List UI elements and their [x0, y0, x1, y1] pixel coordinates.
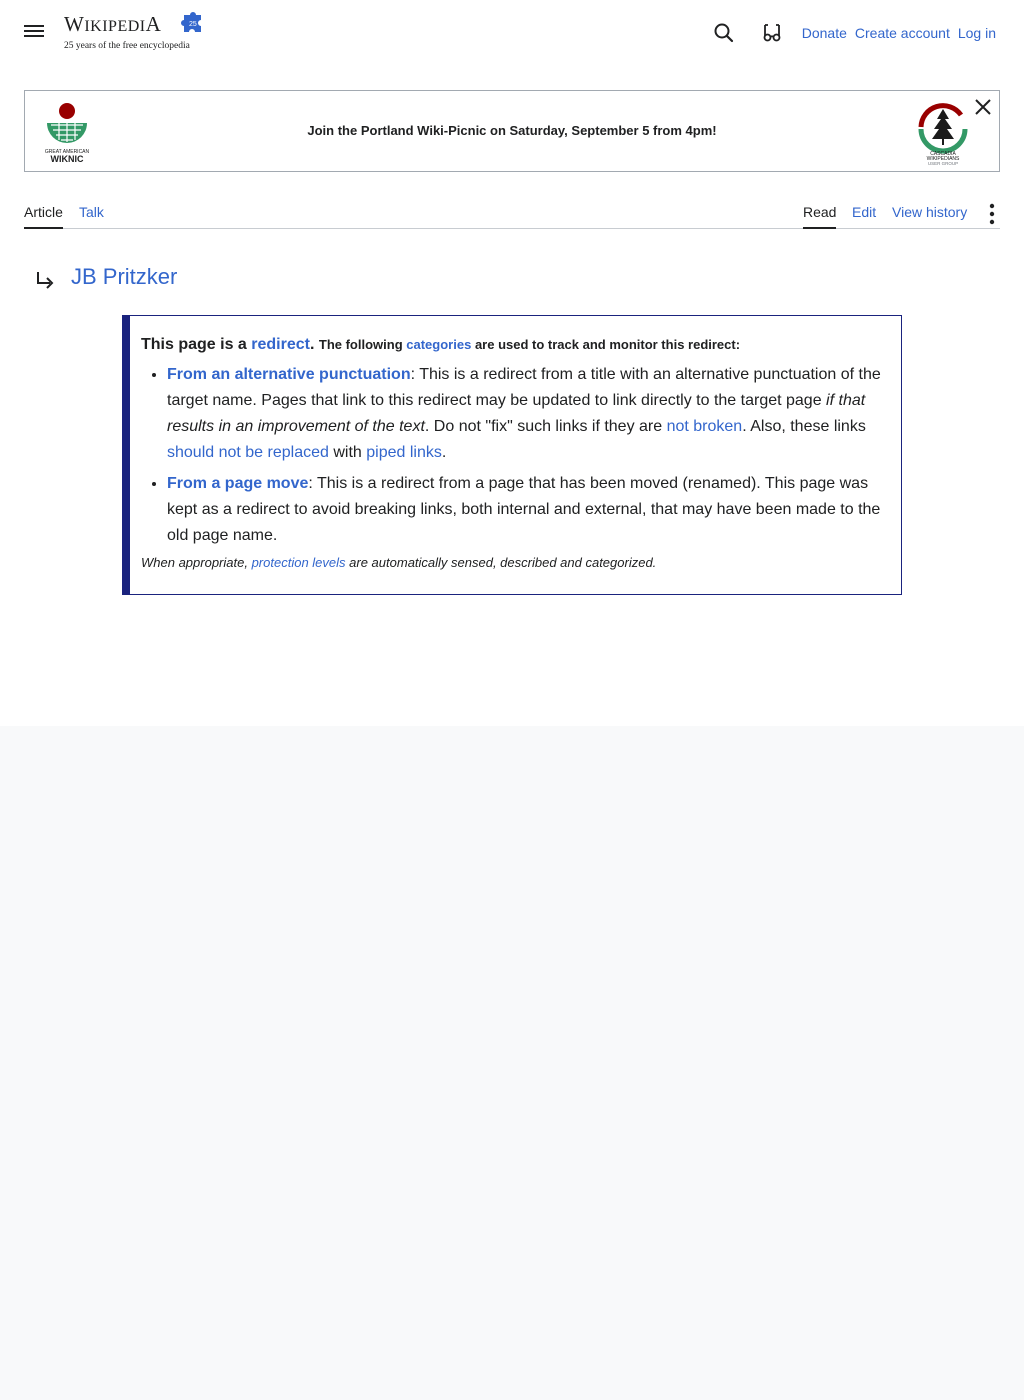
- heading-small-text: [319, 337, 740, 352]
- user-links: [802, 25, 996, 41]
- cascadia-logo-caption-1: CASCADIA: [930, 151, 956, 157]
- redirect-info-box: [122, 315, 902, 595]
- item-text: with: [328, 444, 367, 461]
- wiknic-logo-caption: WIKNIC: [50, 154, 84, 164]
- redirect-box-footnote: [141, 555, 889, 570]
- search-icon[interactable]: [712, 21, 736, 45]
- tab-view-history[interactable]: View history: [892, 204, 968, 220]
- redirect-target-link[interactable]: JB Pritzker: [71, 264, 178, 289]
- item-italic-text: if that results in an improvement of the text: [167, 392, 866, 435]
- item-text: . Also, these links: [742, 418, 866, 435]
- tab-read[interactable]: Read: [803, 204, 836, 229]
- protection-levels-link[interactable]: protection levels: [251, 555, 346, 570]
- heading-small-suffix: are used to track and monitor this redirect:: [474, 337, 741, 352]
- footnote-text: When appropriate,: [141, 555, 248, 570]
- heading-dot: .: [309, 336, 315, 353]
- footnote-text: are automatically sensed, described and categorized.: [349, 555, 657, 570]
- heading-text: This page is a: [141, 336, 247, 353]
- more-options-icon[interactable]: [984, 202, 1000, 226]
- cascadia-logo-caption-2: WIKIPEDIANS: [926, 156, 960, 162]
- list-item: [167, 362, 889, 466]
- page-tabs: [24, 200, 1000, 229]
- tab-article[interactable]: Article: [24, 204, 63, 229]
- wiknic-logo-caption-small: GREAT AMERICAN: [44, 149, 90, 155]
- reading-glasses-icon[interactable]: [760, 21, 784, 45]
- redirect-link[interactable]: redirect: [251, 336, 310, 353]
- item-text: : This is a redirect from a page that has been moved (renamed). This page was kept as a redirect to avoid breaking links, both internal and external, that may have been made to the old page name.: [167, 475, 881, 544]
- not-broken-link[interactable]: not broken: [666, 418, 743, 435]
- piped-links-link[interactable]: piped links: [366, 444, 442, 461]
- cascadia-wikipedians-logo-icon: [915, 99, 971, 165]
- should-not-be-replaced-link[interactable]: should not be replaced: [167, 444, 329, 461]
- logo-tagline: 25 years of the free encyclopedia: [64, 41, 190, 51]
- redirect-box-heading: [141, 334, 889, 356]
- cascadia-logo-caption-3: USER GROUP: [927, 161, 959, 165]
- tab-edit[interactable]: Edit: [852, 204, 877, 220]
- event-banner: [24, 90, 1000, 172]
- banner-message: Join the Portland Wiki-Picnic on Saturday, September 5 from 4pm!: [307, 123, 717, 138]
- main-menu-icon[interactable]: [22, 21, 46, 45]
- categories-link[interactable]: categories: [406, 337, 472, 352]
- logo-wordmark: WIKIPEDIA: [64, 12, 162, 36]
- page-move-link[interactable]: From a page move: [167, 475, 309, 492]
- tab-talk[interactable]: Talk: [79, 204, 104, 220]
- item-text: . Do not "fix" such links if they are: [424, 418, 667, 435]
- heading-small-prefix: The following: [318, 337, 403, 352]
- puzzle-anniversary-icon: [181, 12, 205, 34]
- svg-text:25: 25: [189, 21, 197, 28]
- site-header: [0, 0, 1024, 66]
- create-account-link[interactable]: Create account: [854, 25, 950, 41]
- close-icon[interactable]: [973, 97, 993, 117]
- wikipedia-logo[interactable]: [64, 11, 214, 55]
- donate-link[interactable]: Donate: [801, 25, 847, 41]
- list-item: [167, 471, 889, 549]
- redirect-category-list: [141, 362, 889, 549]
- alternative-punctuation-link[interactable]: From an alternative punctuation: [167, 366, 411, 383]
- log-in-link[interactable]: Log in: [957, 25, 996, 41]
- item-text: : This is a redirect from a title with an alternative punctuation of the target name. Pages that link to this redirect may be updated to link directly to the target page: [167, 366, 881, 409]
- redirect-arrow-icon: [34, 270, 56, 290]
- item-text: .: [441, 444, 447, 461]
